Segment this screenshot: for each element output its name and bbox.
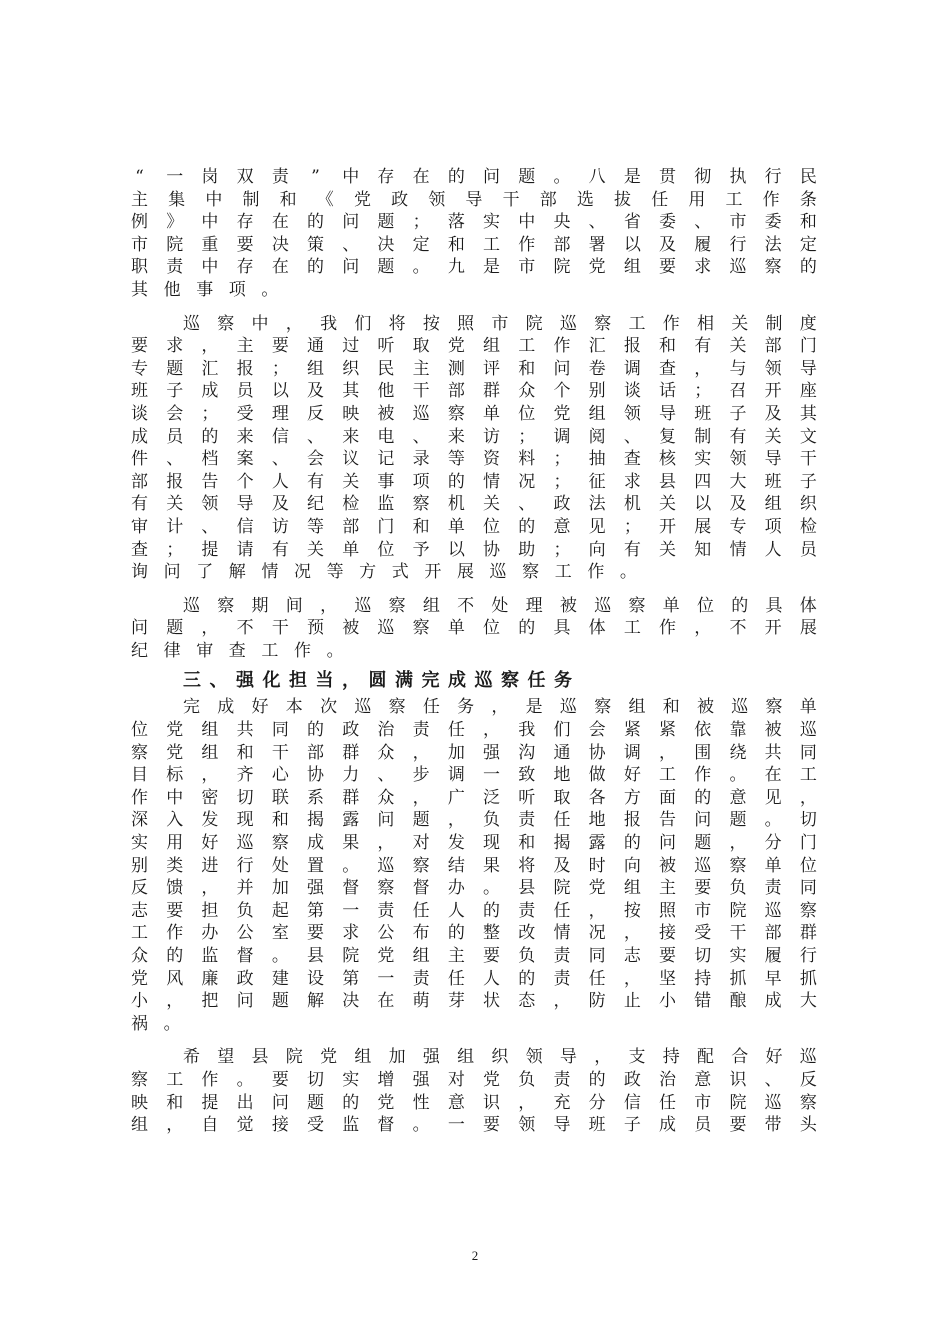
text-line: 有 关 领 导 及 纪 检 监 察 机 关 、 政 法 机 关 以 及 组 织	[131, 494, 817, 515]
text-line: 众 的 监 督 。 县 院 党 组 主 要 负 责 同 志 要 切 实 履 行	[131, 946, 817, 966]
text-line: 查 ； 提 请 有 关 单 位 予 以 协 助 ； 向 有 关 知 情 人 员	[131, 539, 817, 560]
text-line: 完 成 好 本 次 巡 察 任 务 ， 是 巡 察 组 和 被 巡 察 单	[183, 697, 817, 718]
paragraph	[131, 1046, 817, 1136]
text-line: 班 子 成 员 以 及 其 他 干 部 群 众 个 别 谈 话 ； 召 开 座	[131, 381, 817, 402]
text-line: 位 党 组 共 同 的 政 治 责 任 ， 我 们 会 紧 紧 依 靠 被 巡	[131, 720, 817, 741]
text-line: 问 题 ， 不 干 预 被 巡 察 单 位 的 具 体 工 作 ， 不 开 展	[131, 618, 817, 639]
text-line: 映 和 提 出 问 题 的 党 性 意 识 ， 充 分 信 任 市 院 巡 察	[131, 1092, 817, 1113]
paragraph	[131, 595, 817, 663]
text-line: 谈 会 ； 受 理 反 映 被 巡 察 单 位 党 组 领 导 班 子 及 其	[131, 403, 817, 424]
text-line: 组 ， 自 觉 接 受 监 督 。 一 要 领 导 班 子 成 员 要 带 头	[131, 1115, 817, 1136]
page-number: 2	[471, 1248, 479, 1263]
text-line: 实 用 好 巡 察 成 果 ， 对 发 现 和 揭 露 的 问 题 ， 分 门	[131, 833, 817, 854]
text-line: 要 求 ， 主 要 通 过 听 取 党 组 工 作 汇 报 和 有 关 部 门	[131, 336, 817, 357]
text-line: 工 作 办 公 室 要 求 公 布 的 整 改 情 况 ， 接 受 干 部 群	[131, 923, 817, 944]
text-line: 部 报 告 个 人 有 关 事 项 的 情 况 ； 征 求 县 四 大 班 子	[131, 471, 817, 492]
paragraph	[131, 166, 817, 302]
text-line: 其 他 事 项 。	[131, 279, 279, 300]
text-line: 件 、 档 案 、 会 议 记 录 等 资 料 ； 抽 查 核 实 领 导 干	[131, 449, 817, 470]
text-line: “ 一 岗 双 责 ” 中 存 在 的 问 题 。 八 是 贯 彻 执 行 民	[135, 167, 817, 187]
text-line: 志 要 担 负 起 第 一 责 任 人 的 责 任 ， 按 照 市 院 巡 察	[131, 900, 817, 921]
text-line: 希 望 县 院 党 组 加 强 组 织 领 导 ， 支 持 配 合 好 巡	[183, 1047, 817, 1068]
text-line: 职 责 中 存 在 的 问 题 。 九 是 市 院 党 组 要 求 巡 察 的	[131, 257, 817, 278]
text-line: 反 馈 ， 并 加 强 督 察 督 办 。 县 院 党 组 主 要 负 责 同	[131, 878, 817, 899]
section-heading: 三、强化担当，圆满完成巡察任务	[183, 670, 581, 692]
text-line: 审 计 、 信 访 等 部 门 和 单 位 的 意 见 ； 开 展 专 项 检	[131, 516, 817, 537]
text-line: 察 工 作 。 要 切 实 增 强 对 党 负 责 的 政 治 意 识 、 反	[131, 1069, 817, 1090]
text-line: 市 院 重 要 决 策 、 决 定 和 工 作 部 署 以 及 履 行 法 定	[131, 234, 817, 255]
text-line: 别 类 进 行 处 置 。 巡 察 结 果 将 及 时 向 被 巡 察 单 位	[131, 855, 817, 876]
text-line: 察 党 组 和 干 部 群 众 ， 加 强 沟 通 协 调 ， 围 绕 共 同	[131, 742, 817, 763]
text-line: 目 标 ， 齐 心 协 力 、 步 调 一 致 地 做 好 工 作 。 在 工	[131, 765, 817, 786]
paragraph	[131, 313, 817, 584]
paragraphs-after-heading	[131, 696, 817, 1136]
text-line: 小 ， 把 问 题 解 决 在 萌 芽 状 态 ， 防 止 小 错 酿 成 大	[131, 991, 817, 1012]
paragraph	[131, 696, 817, 1035]
text-line: 主 集 中 制 和 《 党 政 领 导 干 部 选 拔 任 用 工 作 条	[131, 189, 817, 210]
text-line: 祸 。	[131, 1013, 181, 1034]
text-line: 询 问 了 解 情 况 等 方 式 开 展 巡 察 工 作 。	[131, 562, 637, 583]
text-line: 专 题 汇 报 ； 组 织 民 主 测 评 和 问 卷 调 查 ， 与 领 导	[131, 358, 817, 379]
text-line: 成 员 的 来 信 、 来 电 、 来 访 ； 调 阅 、 复 制 有 关 文	[131, 426, 817, 447]
text-line: 纪 律 审 查 工 作 。	[131, 640, 344, 661]
text-line: 例 》 中 存 在 的 问 题 ； 落 实 中 央 、 省 委 、 市 委 和	[131, 212, 817, 233]
text-line: 党 风 廉 政 建 设 第 一 责 任 人 的 责 任 ， 坚 持 抓 早 抓	[131, 968, 817, 989]
text-line: 巡 察 期 间 ， 巡 察 组 不 处 理 被 巡 察 单 位 的 具 体	[183, 595, 817, 616]
text-line: 作 中 密 切 联 系 群 众 ， 广 泛 听 取 各 方 面 的 意 见 ，	[131, 787, 817, 808]
text-line: 深 入 发 现 和 揭 露 问 题 ， 负 责 任 地 报 告 问 题 。 切	[131, 810, 817, 831]
text-line: 巡 察 中 ， 我 们 将 按 照 市 院 巡 察 工 作 相 关 制 度	[183, 313, 817, 334]
document-body	[131, 166, 817, 1137]
paragraphs-before-heading	[131, 166, 817, 662]
